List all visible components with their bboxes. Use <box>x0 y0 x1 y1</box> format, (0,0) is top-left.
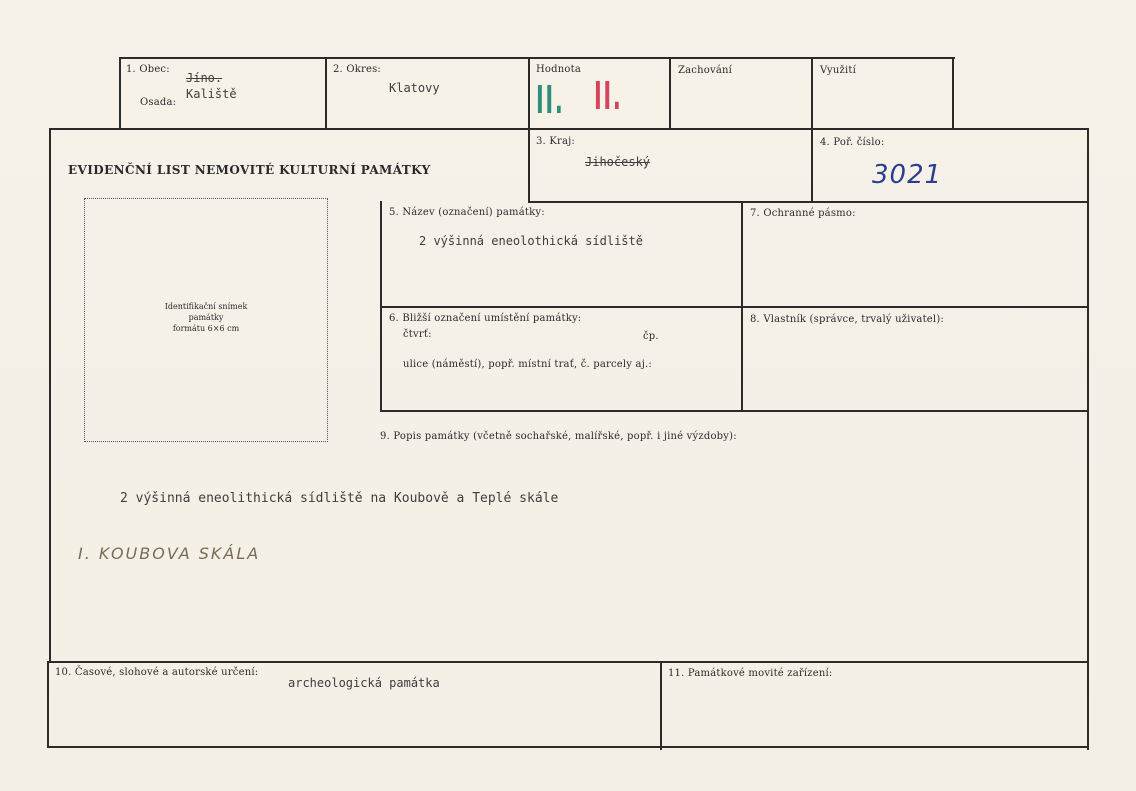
osada-label: Osada: <box>140 97 177 108</box>
bottom-left-border <box>47 661 49 748</box>
photo-caption-line-3: formátu 6×6 cm <box>172 324 240 333</box>
photo-caption <box>85 301 327 334</box>
main-left-border <box>49 128 51 663</box>
casove-urceni-value: archeologická památka <box>288 676 440 690</box>
casove-urceni-label: 10. Časové, slohové a autorské určení: <box>55 667 259 678</box>
obec-value: Jíno. <box>186 71 223 85</box>
ulice-label: ulice (náměstí), popř. místní trať, č. parcely aj.: <box>403 359 652 370</box>
nazev-label: 5. Název (označení) památky: <box>389 207 545 218</box>
field-grid-bottom <box>380 410 1088 412</box>
ochranne-pasmo-label: 7. Ochranné pásmo: <box>750 208 856 219</box>
hodnota-red-stamp: II. <box>594 74 623 118</box>
vyuziti-label: Využití <box>820 65 856 76</box>
vlastnik-label: 8. Vlastník (správce, trvalý uživatel): <box>750 314 944 325</box>
popis-value: 2 výšinná eneolithická sídliště na Koubově a Teplé skále <box>120 491 559 506</box>
field-grid-mid-line <box>380 306 1088 308</box>
okres-value: Klatovy <box>389 81 440 95</box>
osada-value: Kaliště <box>186 87 237 101</box>
kraj-label: 3. Kraj: <box>536 136 576 147</box>
movite-zarizeni-label: 11. Památkové movité zařízení: <box>668 668 833 679</box>
hodnota-green-stamp: II. <box>536 78 565 122</box>
header-right-border <box>952 57 954 129</box>
photo-caption-line-2: památky <box>188 313 224 322</box>
kraj-value: Jihočeský <box>585 155 651 169</box>
bottom-divider <box>660 661 662 750</box>
hodnota-label: Hodnota <box>536 64 581 75</box>
kraj-bottom-border <box>528 201 1088 203</box>
bottom-border <box>47 746 1088 748</box>
main-top-border <box>49 128 1089 130</box>
zachovani-label: Zachování <box>678 65 733 76</box>
nazev-value: 2 výšinná eneolothická sídliště <box>419 234 643 248</box>
photo-caption-line-1: Identifikační snímek <box>164 302 248 311</box>
ctvrt-label: čtvrť: <box>403 329 432 340</box>
header-left-border <box>119 57 121 129</box>
header-top-border <box>119 57 955 59</box>
bottom-section-top <box>47 661 1088 663</box>
identification-photo-placeholder <box>84 198 328 442</box>
popis-label: 9. Popis památky (včetně sochařské, malířské, popř. i jiné výzdoby): <box>380 431 737 442</box>
popis-handwritten-note: I. KOUBOVA SKÁLA <box>78 544 261 563</box>
obec-label: 1. Obec: <box>126 64 170 75</box>
okres-label: 2. Okres: <box>333 64 381 75</box>
form-title: EVIDENČNÍ LIST NEMOVITÉ KULTURNÍ PAMÁTKY <box>68 163 431 177</box>
umisteni-label: 6. Bližší označení umístění památky: <box>389 313 582 324</box>
cislo-label: 4. Poř. číslo: <box>820 137 885 148</box>
main-right-border <box>1087 130 1089 750</box>
cp-label: čp. <box>643 331 659 342</box>
header-divider-1 <box>325 57 327 129</box>
cislo-value: 3021 <box>872 160 943 190</box>
header-divider-3 <box>669 57 671 129</box>
